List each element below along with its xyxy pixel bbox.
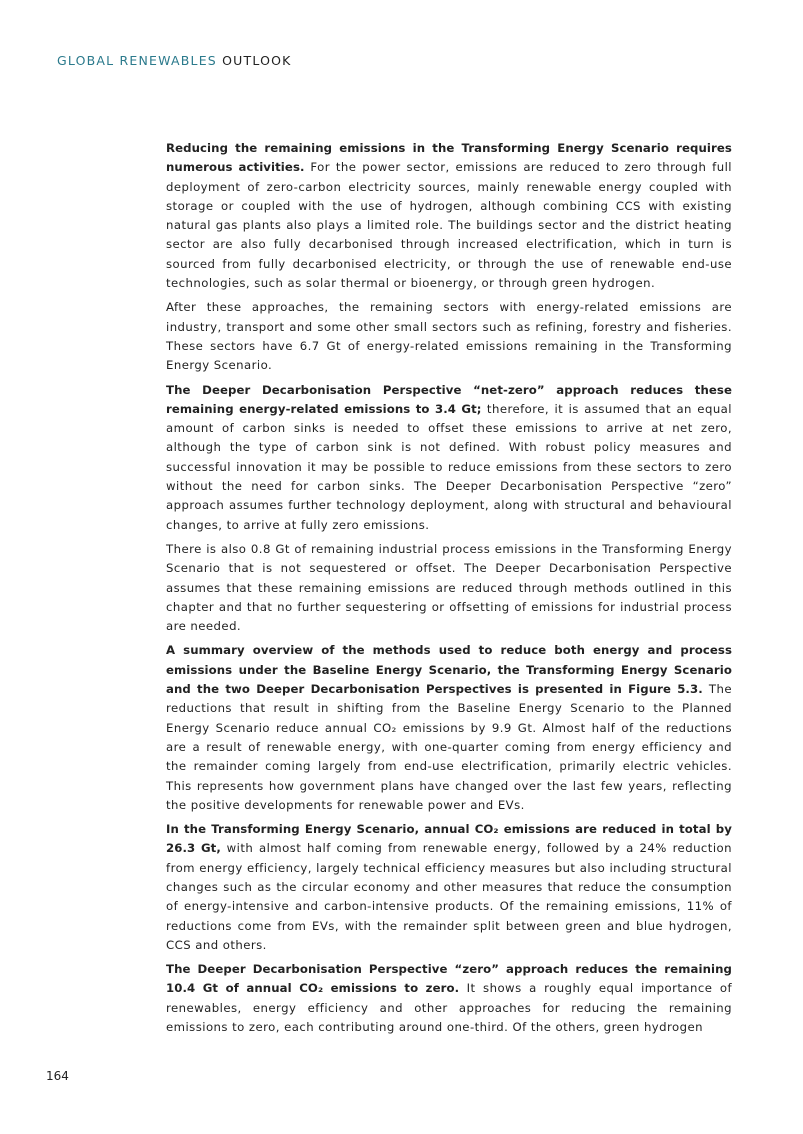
paragraph-lead: In the Transforming Energy Scenario, annual CO₂ emissions are reduced in total by 26.3 Gt, xyxy=(166,822,732,856)
header-title-rest: OUTLOOK xyxy=(222,53,292,68)
paragraph-text: After these approaches, the remaining sectors with energy-related emissions are industry, transport and some other small sectors such as refining, forestry and fisheries. These sectors have 6.7 Gt of energy-related emissions remaining in the Transforming Energy Scenario. xyxy=(166,300,732,373)
paragraph-text: therefore, it is assumed that an equal amount of carbon sinks is needed to offset these emissions to arrive at net zero, although the type of carbon sink is not defined. With robust policy measures and successful innovation it may be possible to reduce emissions from these sectors to zero without the need for carbon sinks. The Deeper Decarbonisation Perspective “zero” approach assumes further technology deployment, along with structural and behavioural changes, to arrive at fully zero emissions. xyxy=(166,401,732,532)
paragraph xyxy=(166,820,732,955)
paragraph-text: The reductions that result in shifting from the Baseline Energy Scenario to the Planned Energy Scenario reduce annual CO₂ emissions by 9.9 Gt. Almost half of the reductions are a result of renewable energy, with one-quarter coming from energy efficiency and the remainder coming largely from end-use electrification, primarily electric vehicles. This represents how government plans have changed over the last few years, reflecting the positive developments for renewable power and EVs. xyxy=(166,682,732,812)
paragraph-text: It shows a roughly equal importance of renewables, energy efficiency and other approaches for reducing the remaining emissions to zero, each contributing around one-third. Of the others, green hydrogen xyxy=(166,981,733,1035)
paragraph xyxy=(166,139,732,293)
paragraph-lead: Reducing the remaining emissions in the Transforming Energy Scenario requires numerous activities. xyxy=(166,141,732,175)
paragraph-text: There is also 0.8 Gt of remaining industrial process emissions in the Transforming Energy Scenario that is not sequestered or offset. The Deeper Decarbonisation Perspective assumes that these remaining emissions are reduced through methods outlined in this chapter and that no further sequestering or offsetting of emissions for industrial process are needed. xyxy=(166,541,732,634)
paragraph-text: with almost half coming from renewable energy, followed by a 24% reduction from energy efficiency, largely technical efficiency measures but also including structural changes such as the circular economy and other measures that reduce the consumption of energy-intensive and carbon-intensive products. Of the remaining emissions, 11% of reductions come from EVs, with the remainder split between green and blue hydrogen, CCS and others. xyxy=(166,841,732,952)
running-header xyxy=(57,53,292,69)
paragraph xyxy=(166,960,732,1037)
page-number: 164 xyxy=(46,1069,69,1083)
paragraph-lead: The Deeper Decarbonisation Perspective “zero” approach reduces the remaining 10.4 Gt of annual CO₂ emissions to zero. xyxy=(166,962,732,996)
paragraph-text: For the power sector, emissions are reduced to zero through full deployment of zero-carbon electricity sources, mainly renewable energy coupled with storage or coupled with the use of hydrogen, although combining CCS with existing natural gas plants also plays a limited role. The buildings sector and the district heating sector are also fully decarbonised through increased electrification, which in turn is sourced from fully decarbonised electricity, or through the use of renewable end-use technologies, such as solar thermal or bioenergy, or through green hydrogen. xyxy=(166,160,732,291)
paragraph-lead: A summary overview of the methods used to reduce both energy and process emissions under the Baseline Energy Scenario, the Transforming Energy Scenario and the two Deeper Decarbonisation Perspectives is presented in Figure 5.3. xyxy=(166,643,732,697)
paragraph-lead: The Deeper Decarbonisation Perspective “net-zero” approach reduces these remaining energy-related emissions to 3.4 Gt; xyxy=(166,382,732,416)
header-title-accent: GLOBAL RENEWABLES xyxy=(57,53,217,68)
paragraph xyxy=(166,381,732,535)
paragraph xyxy=(166,540,732,636)
paragraph xyxy=(166,641,732,815)
body-text xyxy=(166,139,732,1042)
paragraph xyxy=(166,298,732,375)
